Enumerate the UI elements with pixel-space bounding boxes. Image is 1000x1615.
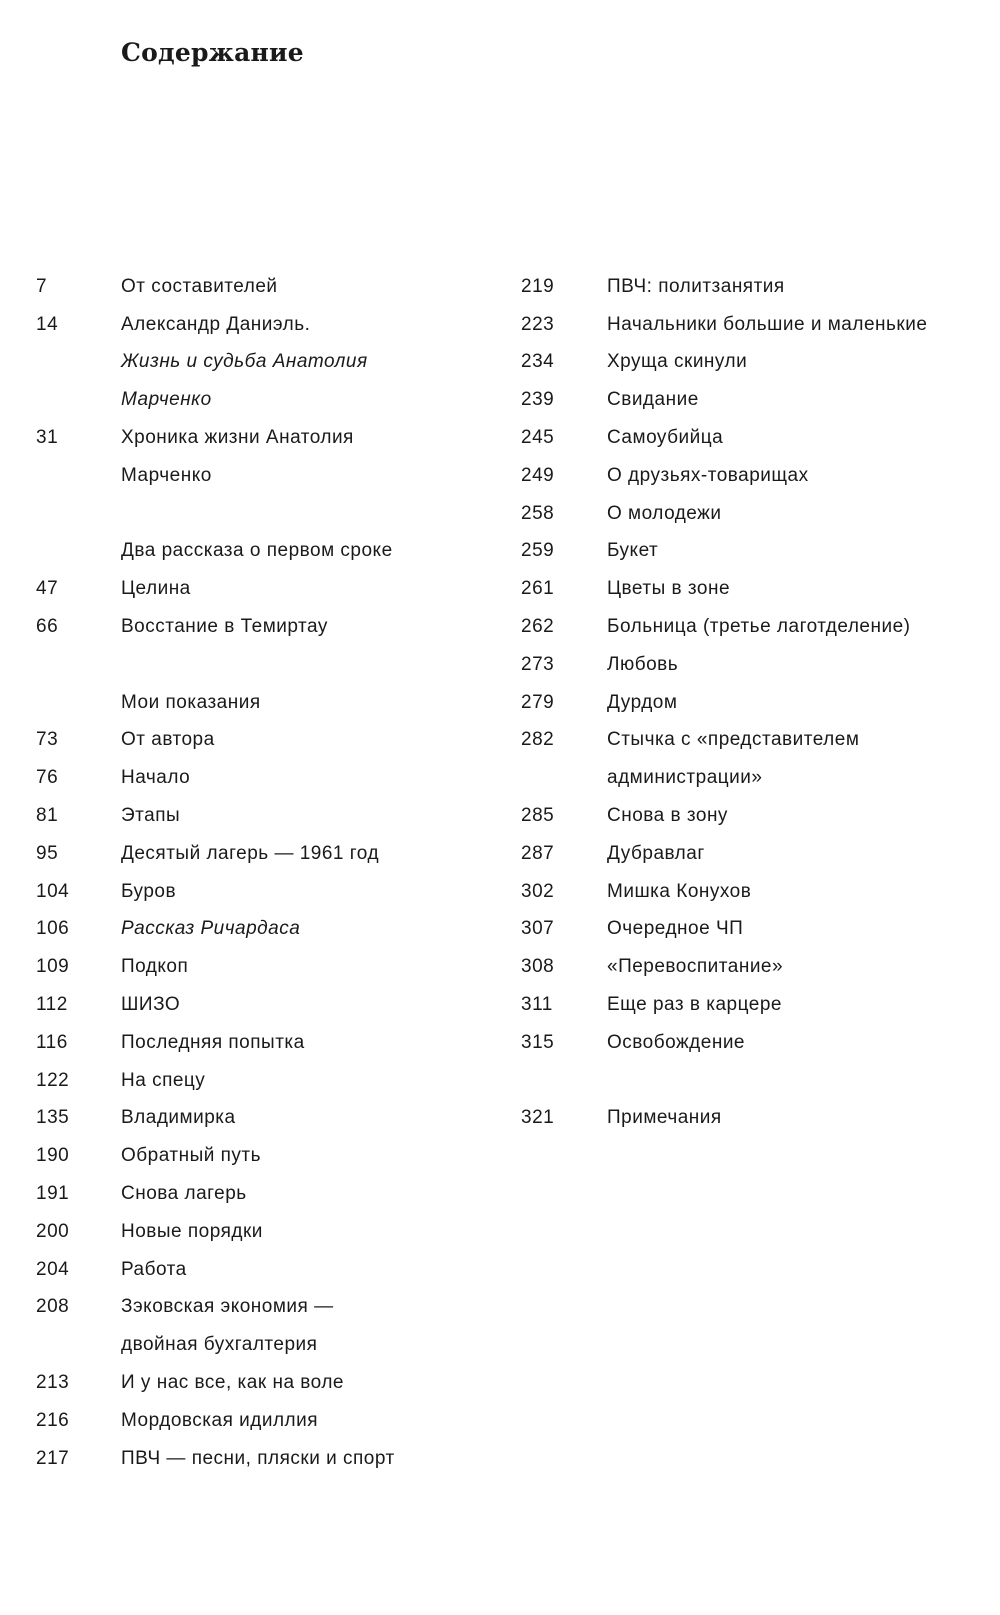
toc-entry (36, 911, 395, 949)
toc-entry-title: Самоубийца (607, 427, 724, 449)
toc-entry (36, 268, 395, 306)
toc-entry (36, 1062, 395, 1100)
toc-entry (36, 419, 395, 457)
toc-entry (36, 608, 395, 646)
toc-entry (36, 533, 395, 571)
toc-entry (521, 722, 927, 760)
toc-entry-title: Снова лагерь (121, 1183, 247, 1205)
toc-entry-title: Мишка Конухов (607, 880, 752, 902)
toc-entry-title: ШИЗО (121, 994, 181, 1016)
toc-page-number: 109 (36, 956, 70, 978)
toc-entry-title: Очередное ЧП (607, 918, 744, 940)
toc-entry (36, 1137, 395, 1175)
toc-entry-title: «Перевоспитание» (607, 956, 784, 978)
toc-entry (36, 1213, 395, 1251)
toc-entry (521, 948, 927, 986)
toc-entry (36, 1175, 395, 1213)
toc-entry-title: Восстание в Темиртау (121, 616, 328, 638)
toc-page-number: 287 (521, 842, 555, 864)
toc-page-number: 213 (36, 1372, 70, 1393)
toc-page-number: 282 (521, 729, 555, 751)
toc-entry-title: Два рассказа о первом сроке (121, 540, 393, 562)
toc-page-number: 122 (36, 1069, 70, 1091)
toc-entry (36, 344, 395, 382)
toc-page-number: 307 (521, 918, 555, 940)
toc-entry-title: Свидание (607, 389, 699, 411)
toc-entry (36, 873, 395, 911)
toc-page-number: 311 (521, 994, 553, 1016)
toc-entry (521, 457, 927, 495)
toc-entry-title: Начальники большие и маленькие (607, 313, 928, 335)
toc-entry (36, 835, 395, 873)
toc-entry-title: ПВЧ: политзанятия (607, 275, 785, 297)
toc-entry-title: Работа (121, 1258, 187, 1280)
toc-entry-title: Рассказ Ричардаса (121, 918, 301, 940)
toc-entry-title: Целина (121, 578, 191, 600)
toc-page-number: 104 (36, 880, 70, 902)
toc-page-number: 73 (36, 729, 59, 751)
toc-page-number: 112 (36, 994, 68, 1016)
toc-left-column (36, 268, 395, 1478)
toc-entry-title: Хроника жизни Анатолия (121, 427, 354, 449)
toc-entry-title: Примечания (607, 1107, 722, 1129)
toc-page-number: 302 (521, 880, 555, 902)
toc-entry-title: Стычка с «представителем (607, 729, 860, 751)
toc-page-number: 285 (521, 805, 555, 827)
toc-page-number: 135 (36, 1107, 70, 1129)
toc-entry-title: Марченко (121, 464, 212, 486)
toc-page-number: 216 (36, 1409, 70, 1431)
toc-entry-title: От автора (121, 729, 215, 751)
toc-entry (521, 381, 927, 419)
toc-entry-title: Буров (121, 880, 177, 902)
toc-page-number: 7 (36, 275, 48, 297)
toc-page-number: 321 (521, 1107, 555, 1129)
toc-entry (36, 722, 395, 760)
toc-entry (36, 1251, 395, 1289)
toc-entry (521, 835, 927, 873)
toc-page-number: 279 (521, 691, 555, 713)
toc-entry-title: На спецу (121, 1069, 206, 1091)
toc-entry-title: О друзьях-товарищах (607, 464, 809, 486)
toc-entry (36, 306, 395, 344)
toc-entry-title: Обратный путь (121, 1145, 262, 1167)
toc-entry (36, 1326, 395, 1364)
toc-page-number: 191 (36, 1183, 70, 1205)
toc-entry (521, 1024, 927, 1062)
toc-entry (521, 986, 927, 1024)
toc-page-number: 249 (521, 464, 555, 486)
toc-page-number: 308 (521, 956, 555, 978)
toc-entry-title: двойная бухгалтерия (121, 1334, 318, 1356)
toc-page-number: 190 (36, 1145, 70, 1167)
toc-entry-title: Больница (третье лаготделение) (607, 616, 911, 638)
toc-page-number: 217 (36, 1447, 70, 1469)
toc-entry-title: О молодежи (607, 502, 722, 524)
toc-entry (521, 1100, 927, 1138)
toc-entry (521, 533, 927, 571)
toc-entry (36, 570, 395, 608)
toc-entry (521, 797, 927, 835)
toc-page-number: 14 (36, 313, 59, 335)
toc-entry-title: Хруща скинули (607, 351, 748, 373)
toc-page-number: 259 (521, 540, 555, 562)
toc-entry-title: Владимирка (121, 1107, 236, 1129)
toc-page-number: 95 (36, 842, 59, 864)
toc-entry (521, 419, 927, 457)
toc-page-number: 239 (521, 389, 555, 411)
toc-entry (36, 381, 395, 419)
toc-entry (521, 684, 927, 722)
toc-entry (521, 344, 927, 382)
toc-entry (36, 684, 395, 722)
toc-entry-title: Цветы в зоне (607, 578, 731, 600)
toc-page-number: 200 (36, 1220, 70, 1242)
toc-entry (36, 948, 395, 986)
toc-entry (521, 646, 927, 684)
toc-page-number: 261 (521, 578, 555, 600)
toc-entry-title: Снова в зону (607, 805, 728, 827)
toc-page-number: 219 (521, 275, 555, 297)
toc-page-number: 31 (36, 427, 59, 449)
toc-entry (521, 570, 927, 608)
toc-entry (521, 608, 927, 646)
toc-page-number: 262 (521, 616, 555, 638)
toc-entry (36, 1100, 395, 1138)
toc-spacer (36, 495, 395, 533)
toc-entry (36, 1289, 395, 1327)
toc-entry (36, 1402, 395, 1440)
toc-page-number: 315 (521, 1031, 555, 1053)
toc-entry-title: Александр Даниэль. (121, 313, 311, 335)
toc-entry-title: Любовь (607, 653, 679, 675)
toc-entry (521, 268, 927, 306)
toc-entry-title: Зэковская экономия — (121, 1296, 334, 1318)
toc-entry (521, 306, 927, 344)
toc-page-number: 106 (36, 918, 70, 940)
toc-page-number: 204 (36, 1258, 70, 1280)
toc-page-number: 234 (521, 351, 555, 373)
toc-spacer (36, 646, 395, 684)
toc-entry-title: Новые порядки (121, 1220, 263, 1242)
toc-entry-title: Дубравлаг (607, 842, 705, 864)
toc-entry-title: Мордовская идиллия (121, 1409, 319, 1431)
toc-entry (36, 457, 395, 495)
toc-page-number: 116 (36, 1031, 68, 1053)
toc-entry (521, 759, 927, 797)
toc-page-number: 208 (36, 1296, 70, 1318)
toc-entry (36, 797, 395, 835)
toc-entry (521, 495, 927, 533)
toc-spacer (521, 1062, 927, 1100)
toc-entry-title: Еще раз в карцере (607, 994, 782, 1016)
toc-page-number: 66 (36, 616, 59, 638)
toc-entry (36, 1024, 395, 1062)
toc-entry-title: Освобождение (607, 1031, 745, 1053)
toc-right-column (521, 268, 927, 1137)
toc-entry-title: Дурдом (607, 691, 678, 713)
toc-entry-title: администрации» (607, 767, 763, 789)
toc-entry-title: Десятый лагерь — 1961 год (121, 842, 380, 864)
toc-entry-title: Этапы (121, 805, 181, 827)
toc-entry (521, 911, 927, 949)
toc-entry (36, 986, 395, 1024)
toc-entry (36, 1364, 395, 1402)
toc-entry-title: Подкоп (121, 956, 189, 978)
toc-page-number: 76 (36, 767, 59, 789)
toc-entry-title: От составителей (121, 275, 278, 297)
toc-page-number: 273 (521, 653, 555, 675)
toc-entry (36, 759, 395, 797)
page-title: Содержание (121, 38, 304, 67)
toc-entry-title: Жизнь и судьба Анатолия (121, 351, 368, 373)
toc-entry (521, 873, 927, 911)
toc-page-number: 223 (521, 313, 555, 335)
toc-entry-title: Марченко (121, 389, 212, 411)
toc-entry (36, 1440, 395, 1478)
toc-page-number: 258 (521, 502, 555, 524)
toc-entry-title: Мои показания (121, 691, 261, 713)
toc-page-number: 47 (36, 578, 59, 600)
toc-entry-title: Последняя попытка (121, 1031, 305, 1053)
toc-entry-title: И у нас все, как на воле (121, 1372, 344, 1393)
toc-entry-title: Начало (121, 767, 191, 789)
toc-page-number: 245 (521, 427, 555, 449)
toc-entry-title: Букет (607, 540, 659, 562)
toc-entry-title: ПВЧ — песни, пляски и спорт (121, 1447, 395, 1469)
toc-page-number: 81 (36, 805, 59, 827)
